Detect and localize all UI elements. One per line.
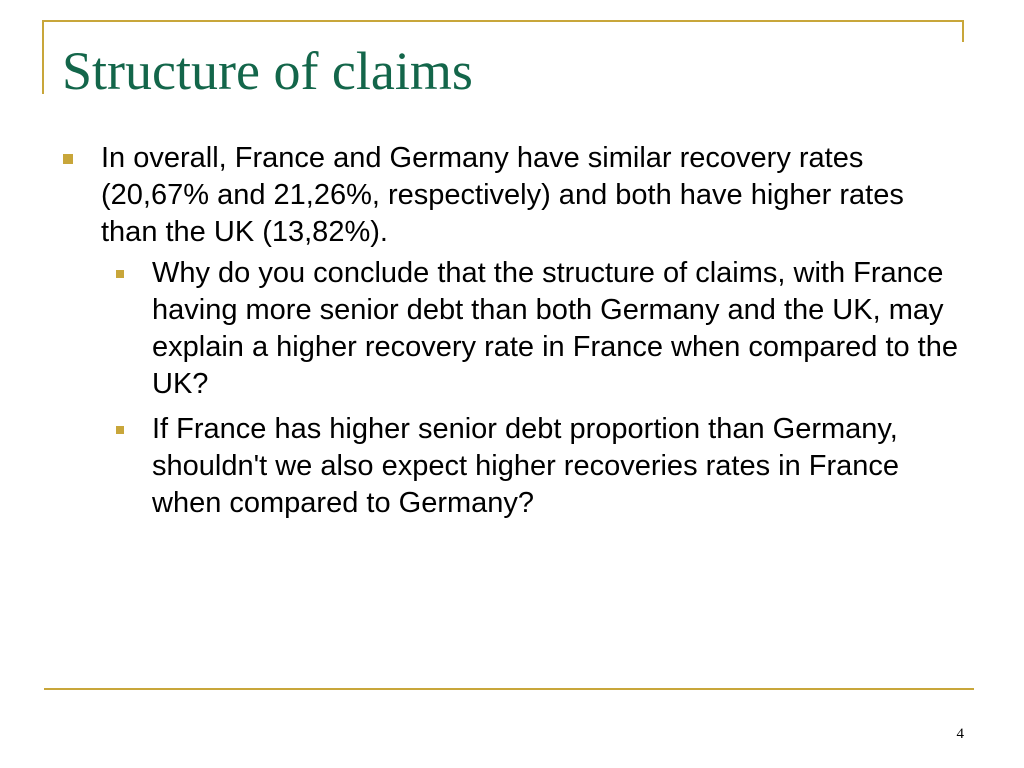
page-number: 4 (956, 726, 964, 742)
sub-bullet-text: If France has higher senior debt proportion than Germany, shouldn't we also expect higher recoveries rates in France when compared to Germany? (152, 413, 900, 519)
square-bullet-icon (63, 154, 73, 164)
title-frame-right-rule (962, 20, 964, 42)
square-bullet-icon (116, 426, 124, 434)
title-frame-left-rule (42, 20, 44, 94)
footer-rule (44, 688, 974, 690)
bullet-item (101, 140, 961, 251)
title-frame-top-rule (42, 20, 964, 22)
bullet-text: In overall, France and Germany have similar recovery rates (20,67% and 21,26%, respectively) and both have higher rates than the UK (13,82%). (101, 142, 904, 248)
sub-bullet-item (152, 255, 962, 403)
slide-content (0, 140, 1024, 530)
sub-bullet-list (0, 255, 1024, 522)
square-bullet-icon (116, 270, 124, 278)
sub-bullet-text: Why do you conclude that the structure of claims, with France having more senior debt than both Germany and the UK, may explain a higher recovery rate in France when compared to the UK? (152, 257, 958, 400)
slide-title: Structure of claims (62, 41, 473, 101)
sub-bullet-item (152, 411, 962, 522)
